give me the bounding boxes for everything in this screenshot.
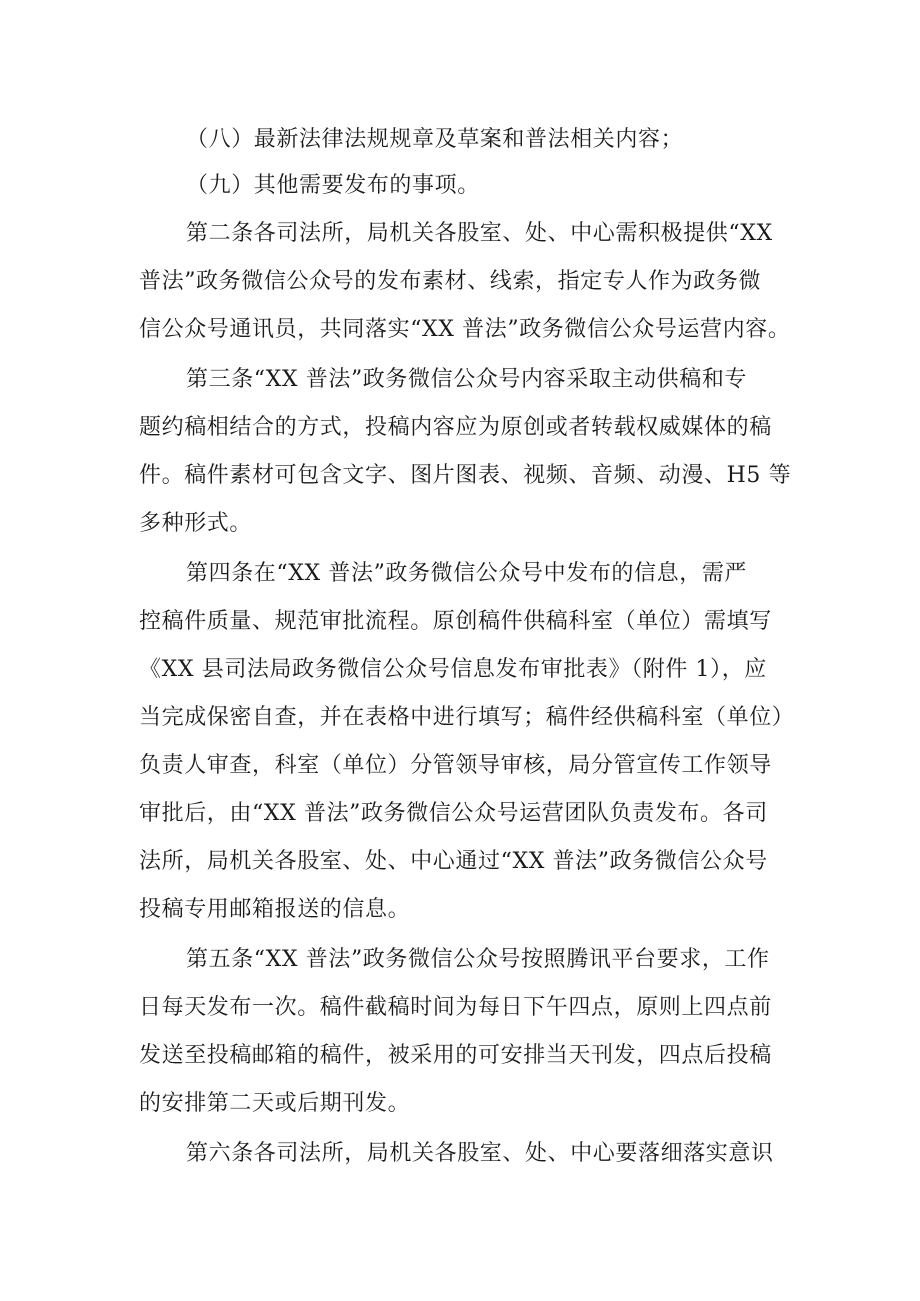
- paragraph-line: 信公众号通讯员，共同落实“XX 普法”政务微信公众号运营内容。: [139, 317, 791, 342]
- paragraph-line: 当完成保密自查，并在表格中进行填写；稿件经供稿科室（单位）: [139, 705, 795, 730]
- paragraph-line: 发送至投稿邮箱的稿件，被采用的可安排当天刊发，四点后投稿: [139, 1043, 772, 1068]
- paragraph-line: 的安排第二天或后期刊发。: [139, 1091, 411, 1116]
- paragraph-line: 第四条在“XX 普法”政务微信公众号中发布的信息，需严: [186, 561, 748, 586]
- paragraph-line: 第五条“XX 普法”政务微信公众号按照腾讯平台要求，工作: [186, 947, 770, 972]
- item-9: （九）其他需要发布的事项。: [186, 173, 480, 198]
- paragraph-line: 件。稿件素材可包含文字、图片图表、视频、音频、动漫、H5 等: [139, 463, 792, 488]
- paragraph-line: 投稿专用邮箱报送的信息。: [139, 897, 411, 922]
- paragraph-line: 普法”政务微信公众号的发布素材、线索，指定专人作为政务微: [139, 269, 762, 294]
- paragraph-line: 审批后，由“XX 普法”政务微信公众号运营团队负责发布。各司: [139, 801, 768, 826]
- paragraph-line: 第三条“XX 普法”政务微信公众号内容采取主动供稿和专: [186, 367, 748, 392]
- paragraph-line: 第六条各司法所，局机关各股室、处、中心要落细落实意识: [186, 1141, 774, 1166]
- paragraph-line: 多种形式。: [139, 511, 253, 536]
- item-8: （八）最新法律法规规章及草案和普法相关内容；: [186, 127, 684, 152]
- paragraph-line: 控稿件质量、规范审批流程。原创稿件供稿科室（单位）需填写: [139, 609, 772, 634]
- paragraph-line: 负责人审查，科室（单位）分管领导审核，局分管宣传工作领导: [139, 753, 772, 778]
- paragraph-line: 《XX 县司法局政务微信公众号信息发布审批表》（附件 1），应: [139, 657, 767, 682]
- paragraph-line: 题约稿相结合的方式，投稿内容应为原创或者转载权威媒体的稿: [139, 415, 772, 440]
- paragraph-line: 日每天发布一次。稿件截稿时间为每日下午四点，原则上四点前: [139, 995, 772, 1020]
- paragraph-line: 第二条各司法所，局机关各股室、处、中心需积极提供“XX: [186, 221, 773, 246]
- paragraph-line: 法所，局机关各股室、处、中心通过“XX 普法”政务微信公众号: [139, 849, 768, 874]
